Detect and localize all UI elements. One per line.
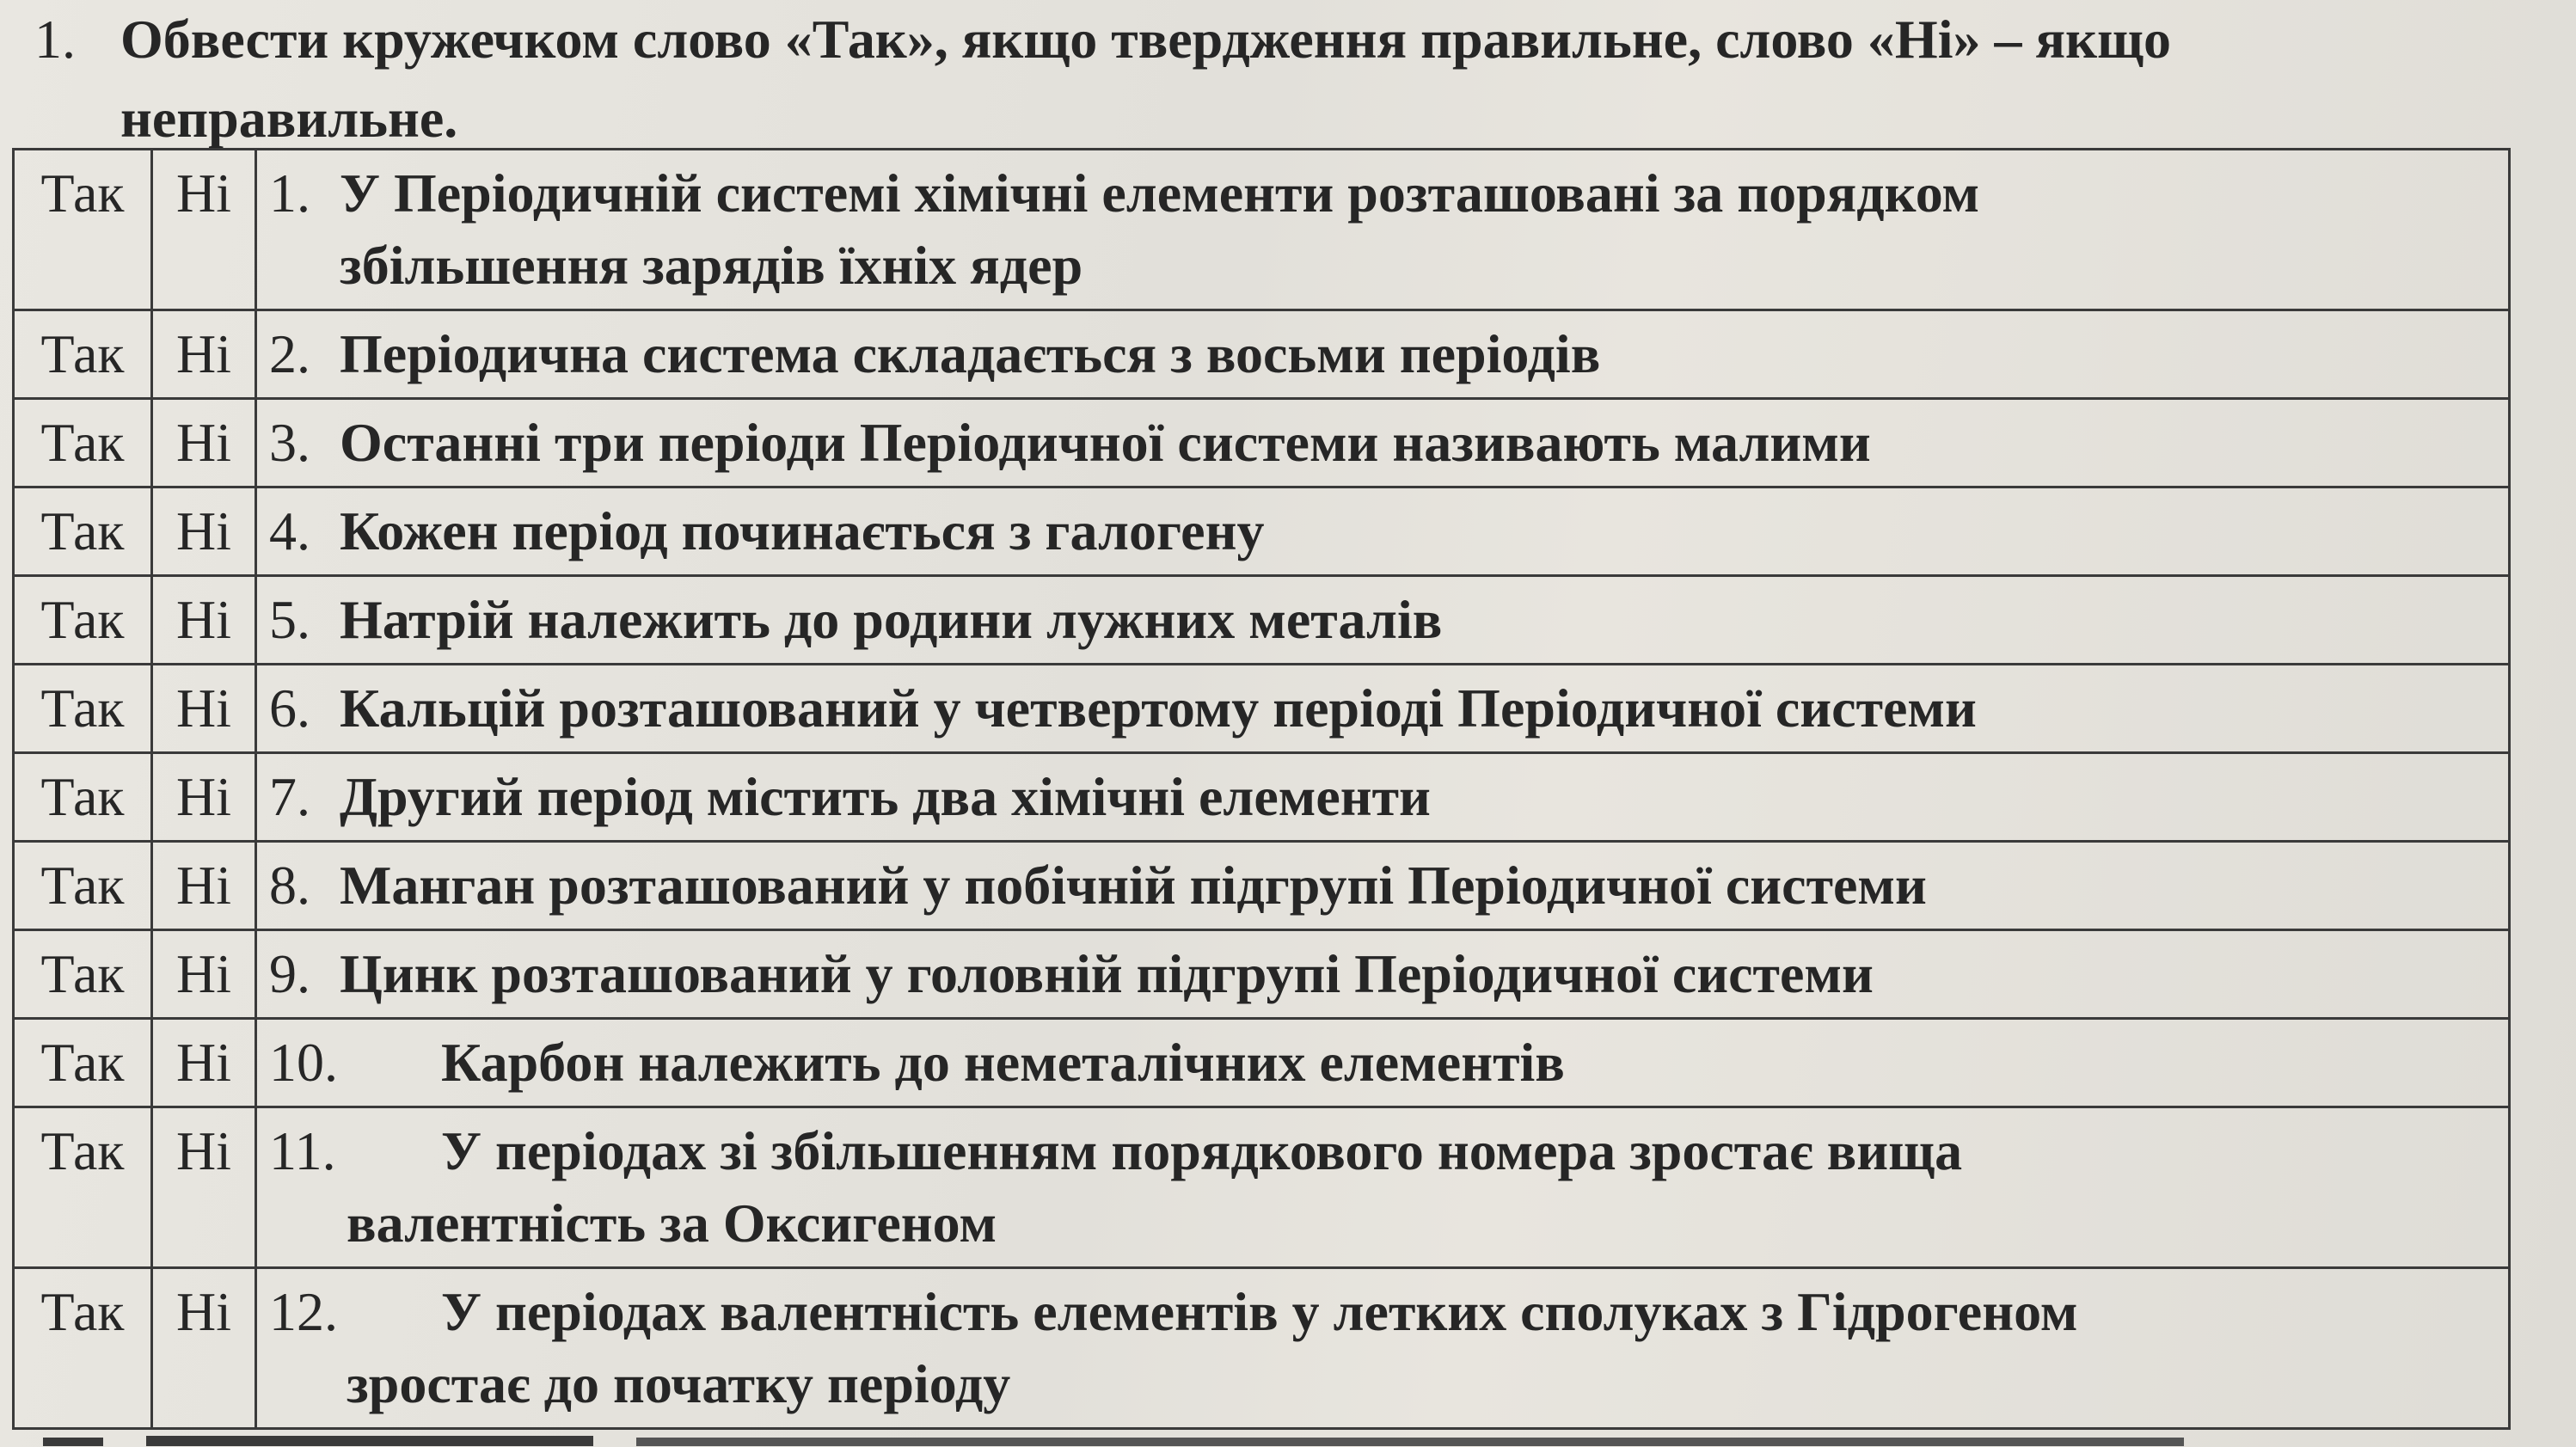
statement [256, 310, 2510, 399]
table-row [14, 753, 2510, 842]
task-number: 1. [34, 9, 76, 70]
statement-text: Періодична система складається з восьми періодів [340, 323, 1601, 384]
table-row [14, 1107, 2510, 1268]
no-option[interactable]: Ні [152, 487, 256, 576]
no-option[interactable]: Ні [152, 576, 256, 665]
yes-option[interactable]: Так [14, 1107, 152, 1268]
statement-continuation: збільшення зарядів їхніх ядер [340, 235, 1083, 296]
yes-option[interactable]: Так [14, 487, 152, 576]
statement-number: 8. [269, 855, 310, 916]
statement-text: Останні три періоди Періодичної системи називають малими [340, 412, 1871, 473]
no-option[interactable]: Ні [152, 310, 256, 399]
table-row [14, 487, 2510, 576]
statement-text: Кальцій розташований у четвертому періоді Періодичної системи [340, 678, 1977, 739]
no-option[interactable]: Ні [152, 842, 256, 930]
yes-option[interactable]: Так [14, 576, 152, 665]
yes-option[interactable]: Так [14, 150, 152, 310]
statement [256, 1019, 2510, 1107]
no-option[interactable]: Ні [152, 1107, 256, 1268]
cut-off-text-shape [34, 1420, 2528, 1446]
yes-option[interactable]: Так [14, 753, 152, 842]
no-option[interactable]: Ні [152, 1019, 256, 1107]
yes-option[interactable]: Так [14, 1268, 152, 1429]
table-row [14, 665, 2510, 753]
no-option[interactable]: Ні [152, 930, 256, 1019]
table-row [14, 150, 2510, 310]
statement-text: У Періодичній системі хімічні елементи розташовані за порядком [340, 162, 1980, 224]
statement-number: 4. [269, 500, 310, 561]
table-row [14, 399, 2510, 487]
statement [256, 842, 2510, 930]
statement-number: 3. [269, 412, 310, 473]
table-row [14, 576, 2510, 665]
yes-option[interactable]: Так [14, 930, 152, 1019]
statement [256, 399, 2510, 487]
statement [256, 487, 2510, 576]
yes-option[interactable]: Так [14, 399, 152, 487]
statement-number: 12. [269, 1281, 338, 1342]
statement-text: Карбон належить до неметалічних елементів [441, 1032, 1565, 1093]
true-false-table [12, 148, 2511, 1430]
statement-number: 5. [269, 589, 310, 650]
statement [256, 1268, 2510, 1429]
instruction-first-line [34, 0, 2562, 79]
statement [256, 576, 2510, 665]
statement-continuation: валентність за Оксигеном [347, 1193, 997, 1254]
statement-text: Манган розташований у побічній підгрупі Періодичної системи [340, 855, 1927, 916]
task-instruction [34, 0, 2562, 158]
table-row [14, 930, 2510, 1019]
statement-continuation: зростає до початку періоду [347, 1353, 1011, 1414]
statement-number: 7. [269, 766, 310, 827]
statement [256, 665, 2510, 753]
statement-number: 2. [269, 323, 310, 384]
table-row [14, 310, 2510, 399]
statement-number: 9. [269, 943, 310, 1004]
yes-option[interactable]: Так [14, 310, 152, 399]
statement [256, 1107, 2510, 1268]
statement [256, 150, 2510, 310]
instruction-second-line: неправильне. [120, 88, 458, 149]
yes-option[interactable]: Так [14, 665, 152, 753]
statement-text: Натрій належить до родини лужних металів [340, 589, 1443, 650]
yes-option[interactable]: Так [14, 1019, 152, 1107]
statement-number: 1. [269, 162, 310, 224]
table-row [14, 1019, 2510, 1107]
statement [256, 753, 2510, 842]
table-row [14, 842, 2510, 930]
statement-text: Другий період містить два хімічні елементи [340, 766, 1431, 827]
statement [256, 930, 2510, 1019]
yes-option[interactable]: Так [14, 842, 152, 930]
table-row [14, 1268, 2510, 1429]
statement-number: 11. [269, 1120, 336, 1181]
next-task-cut-off [34, 1420, 2528, 1446]
statement-number: 10. [269, 1032, 338, 1093]
no-option[interactable]: Ні [152, 399, 256, 487]
statement-text: У періодах валентність елементів у летких сполуках з Гідрогеном [441, 1281, 2078, 1342]
no-option[interactable]: Ні [152, 150, 256, 310]
no-option[interactable]: Ні [152, 1268, 256, 1429]
statement-text: У періодах зі збільшенням порядкового номера зростає вища [441, 1120, 1963, 1181]
no-option[interactable]: Ні [152, 753, 256, 842]
instruction-text: Обвести кружечком слово «Так», якщо твердження правильне, слово «Ні» – якщо [120, 9, 2171, 70]
no-option[interactable]: Ні [152, 665, 256, 753]
statement-text: Цинк розташований у головній підгрупі Періодичної системи [340, 943, 1874, 1004]
statement-text: Кожен період починається з галогену [340, 500, 1265, 561]
statement-number: 6. [269, 678, 310, 739]
